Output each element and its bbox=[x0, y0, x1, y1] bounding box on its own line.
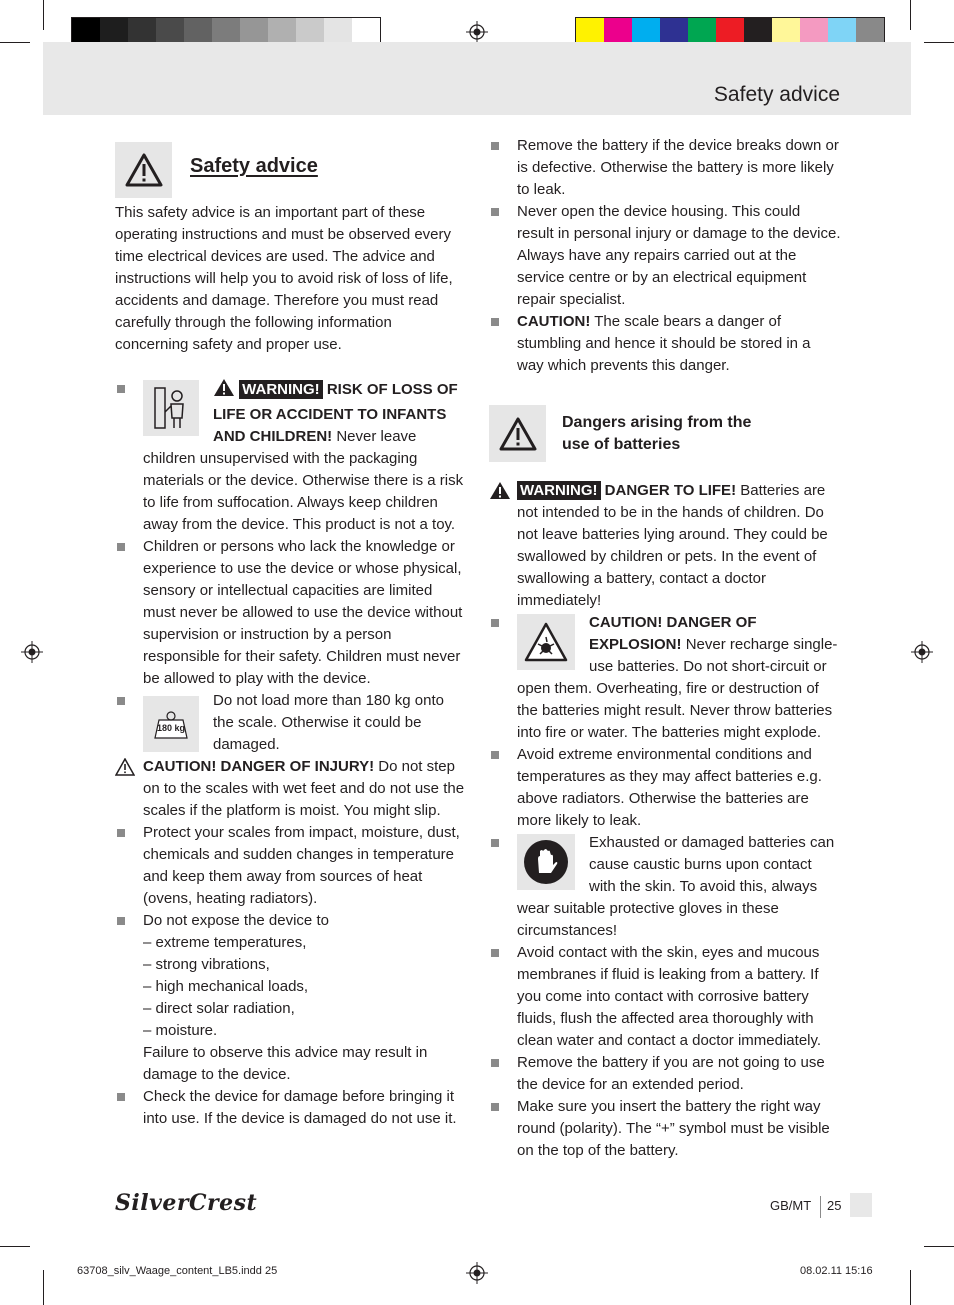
protect-text: Protect your scales from impact, moisture, dust, chemicals and sudden changes in temperature and keep them away from sources of heat (ovens, heating radiators). bbox=[143, 824, 460, 907]
battery-section-heading: Dangers arising from the use of batteries bbox=[562, 413, 752, 453]
warning-icon-box bbox=[115, 142, 172, 198]
crop-mark bbox=[910, 0, 911, 30]
extreme-text: Avoid extreme environmental conditions and temperatures as they may affect batteries e.g. above radiators. Otherwise the batteries are more likely to leak. bbox=[517, 746, 822, 829]
period-text: Remove the battery if you are not going to use the device for an extended period. bbox=[517, 1054, 825, 1093]
expose-list-item: – extreme temperatures, bbox=[143, 934, 307, 951]
check-text: Check the device for damage before bringing it into use. If the device is damaged do not use it. bbox=[143, 1088, 457, 1127]
list-item-check bbox=[115, 1086, 467, 1130]
registration-mark-icon bbox=[466, 1262, 488, 1284]
warning-label: WARNING! bbox=[239, 380, 323, 399]
protective-gloves-icon bbox=[523, 839, 569, 885]
load-text: Do not load more than 180 kg onto the scale. Otherwise it could be damaged. bbox=[213, 692, 444, 753]
bullet bbox=[117, 917, 125, 925]
children-text: Children or persons who lack the knowledge or experience to use the device or whose physical, sensory or intellectual capacities are limited must never be allowed to use the device without supervision or instruction by a person responsible for their safety. Children must never be allowed to play with the device. bbox=[143, 538, 463, 687]
warning-icon-box bbox=[489, 405, 546, 462]
list-item-warning-children bbox=[115, 378, 467, 536]
bullet bbox=[491, 1059, 499, 1067]
footer-divider bbox=[820, 1196, 821, 1218]
expose-list-item: – moisture. bbox=[143, 1022, 218, 1039]
weight-icon-label: 180 kg bbox=[156, 723, 186, 733]
list-item-children bbox=[115, 536, 467, 690]
expose-list-item: – direct solar radiation, bbox=[143, 1000, 295, 1017]
caution-text: The scale bears a danger of stumbling and hence it should be stored in a way which prevents this danger. bbox=[517, 313, 811, 374]
list-item-explosion bbox=[489, 612, 841, 744]
expose-intro: Do not expose the device to bbox=[143, 912, 329, 929]
bullet bbox=[491, 839, 499, 847]
caution-bold-text: CAUTION! bbox=[517, 313, 591, 330]
intro-paragraph: This safety advice is an important part of these operating instructions and must be observed every time electrical devices are used. The advice and instructions will help you to avoid risk of loss of life, accidents and damage. Therefore you must read carefully through the following information concerning safety and proper use. bbox=[115, 204, 453, 353]
child-icon-box bbox=[143, 380, 199, 436]
left-column bbox=[115, 142, 467, 1130]
warning-triangle-icon bbox=[499, 417, 537, 451]
bullet bbox=[117, 1093, 125, 1101]
bullet bbox=[491, 1103, 499, 1111]
crop-mark bbox=[924, 1246, 954, 1247]
child-suffocation-icon bbox=[151, 384, 191, 432]
bullet bbox=[117, 543, 125, 551]
bullet bbox=[117, 385, 125, 393]
caution-bold-text: CAUTION! DANGER OF INJURY! bbox=[143, 758, 375, 775]
warning-triangle-icon bbox=[125, 153, 163, 187]
weight-icon-box bbox=[143, 696, 199, 752]
polarity-text: Make sure you insert the battery the right way round (polarity). The “+” symbol must be visible on the top of the battery. bbox=[517, 1098, 830, 1159]
warning-label: WARNING! bbox=[517, 481, 601, 500]
list-item-period bbox=[489, 1052, 841, 1096]
remove-text: Remove the battery if the device breaks down or is defective. Otherwise the battery is more likely to leak. bbox=[517, 137, 839, 198]
right-column bbox=[489, 135, 841, 1162]
section-title: Safety advice bbox=[190, 155, 318, 177]
registration-mark-icon bbox=[911, 641, 933, 663]
footer-locale: GB/MT bbox=[770, 1198, 812, 1213]
page-header-title: Safety advice bbox=[713, 83, 840, 106]
explosion-text: Never recharge single-use batteries. Do not short-circuit or open them. Overheating, fire or destruction of the batteries might result. Never throw batteries into fire or water. The batteries might explode. bbox=[517, 636, 838, 741]
bullet bbox=[491, 751, 499, 759]
crop-mark bbox=[924, 42, 954, 43]
list-item-expose bbox=[115, 910, 467, 1086]
warning-text: Never leave children unsupervised with the packaging materials or the device. Otherwise there is a risk to life from suffocation. Always keep children away from the device. This product is not a toy. bbox=[143, 428, 464, 533]
list-item-caution-stumble bbox=[489, 311, 841, 377]
battery-heading-row bbox=[489, 405, 841, 462]
explosion-bold-text: CAUTION! DANGER OF EXPLOSION! bbox=[589, 614, 757, 653]
list-item-remove bbox=[489, 135, 841, 201]
list-item-extreme bbox=[489, 744, 841, 832]
list-item-caution-injury bbox=[115, 756, 467, 822]
footer-tab bbox=[850, 1193, 872, 1217]
crop-mark bbox=[0, 42, 30, 43]
bullet bbox=[491, 619, 499, 627]
registration-mark-icon bbox=[466, 21, 488, 43]
list-item-load bbox=[115, 690, 467, 756]
crop-mark bbox=[43, 1270, 44, 1305]
list-item-gloves bbox=[489, 832, 841, 942]
list-item-contact bbox=[489, 942, 841, 1052]
list-item-housing bbox=[489, 201, 841, 311]
expose-list-item: – high mechanical loads, bbox=[143, 978, 309, 995]
bullet bbox=[491, 318, 499, 326]
list-item-warning-life bbox=[489, 480, 841, 612]
section-heading-row bbox=[115, 142, 467, 198]
warning-bold-text: RISK OF LOSS OF LIFE OR ACCIDENT TO INFANTS AND CHILDREN! bbox=[213, 381, 458, 445]
caution-triangle-icon bbox=[115, 758, 135, 783]
registration-mark-icon bbox=[21, 641, 43, 663]
caution-text: Do not step on to the scales with wet feet and do not use the scales if the platform is moist. You might slip. bbox=[143, 758, 465, 819]
explosion-icon-box bbox=[517, 614, 575, 670]
gloves-icon-box bbox=[517, 834, 575, 890]
bullet bbox=[491, 142, 499, 150]
bullet bbox=[117, 697, 125, 705]
warning-small-icon bbox=[213, 378, 235, 404]
crop-mark bbox=[910, 1270, 911, 1305]
date-info: 08.02.11 15:16 bbox=[800, 1265, 873, 1277]
bullet bbox=[491, 208, 499, 216]
footer-page-number: 25 bbox=[827, 1198, 842, 1213]
warning-bold-text: DANGER TO LIFE! bbox=[604, 482, 737, 499]
silvercrest-logo: SilverCrest bbox=[115, 1190, 258, 1216]
file-info: 63708_silv_Waage_content_LB5.indd 25 bbox=[77, 1265, 278, 1277]
contact-text: Avoid contact with the skin, eyes and mucous membranes if fluid is leaking from a battery. If you come into contact with corrosive battery fluids, flush the affected area thoroughly with clean water and contact a doctor immediately. bbox=[517, 944, 822, 1049]
list-item-protect bbox=[115, 822, 467, 910]
expose-outro: Failure to observe this advice may result in damage to the device. bbox=[143, 1044, 428, 1083]
warning-small-icon bbox=[489, 481, 511, 507]
warning-text: Batteries are not intended to be in the hands of children. Do not leave batteries lying around. They could be swallowed by children or pets. In the event of swallowing a battery, contact a doctor immediately! bbox=[517, 482, 828, 609]
crop-mark bbox=[0, 1246, 30, 1247]
list-item-polarity bbox=[489, 1096, 841, 1162]
bullet bbox=[117, 829, 125, 837]
crop-mark bbox=[43, 0, 44, 30]
expose-list-item: – strong vibrations, bbox=[143, 956, 270, 973]
gloves-text: Exhausted or damaged batteries can cause caustic burns upon contact with the skin. To avoid this, always wear suitable protective gloves in these circumstances! bbox=[517, 834, 835, 939]
housing-text: Never open the device housing. This could result in personal injury or damage to the device. Always have any repairs carried out at the service centre or by an electrical equipment repair specialist. bbox=[517, 203, 841, 308]
explosion-icon bbox=[524, 622, 568, 662]
bullet bbox=[491, 949, 499, 957]
